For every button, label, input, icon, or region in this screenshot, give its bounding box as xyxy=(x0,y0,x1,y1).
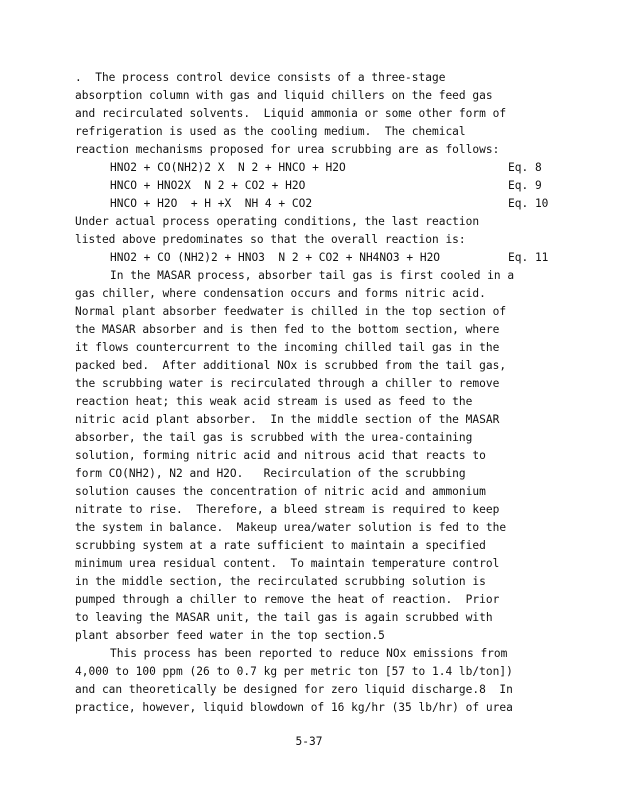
text-line: reaction mechanisms proposed for urea scrubbing are as follows: xyxy=(75,143,500,156)
text-line: the MASAR absorber and is then fed to the bottom section, where xyxy=(75,323,500,336)
text-line: Normal plant absorber feedwater is chilled in the top section of xyxy=(75,305,507,318)
text-line: practice, however, liquid blowdown of 16 kg/hr (35 lb/hr) of urea xyxy=(75,701,513,714)
text-line: nitric acid plant absorber. In the middle section of the MASAR xyxy=(75,413,500,426)
equation-11: HNO2 + CO (NH2)2 + HNO3 N 2 + CO2 + NH4NO3 + H2O xyxy=(110,251,441,264)
text-line: the scrubbing water is recirculated through a chiller to remove xyxy=(75,377,500,390)
text-line: and can theoretically be designed for zero liquid discharge.8 In xyxy=(75,683,513,696)
text-line: gas chiller, where condensation occurs and forms nitric acid. xyxy=(75,287,486,300)
paragraph-first-line: In the MASAR process, absorber tail gas is first cooled in a xyxy=(110,269,515,282)
text-line: the system in balance. Makeup urea/water solution is fed to the xyxy=(75,521,507,534)
text-line: solution, forming nitric acid and nitrous acid that reacts to xyxy=(75,449,486,462)
equation-10: HNCO + H2O + H +X NH 4 + CO2 xyxy=(110,197,313,210)
text-line: plant absorber feed water in the top section.5 xyxy=(75,629,385,642)
text-line: and recirculated solvents. Liquid ammonia or some other form of xyxy=(75,107,507,120)
text-line: in the middle section, the recirculated scrubbing solution is xyxy=(75,575,486,588)
text-line: solution causes the concentration of nitric acid and ammonium xyxy=(75,485,486,498)
paragraph-first-line: This process has been reported to reduce NOx emissions from xyxy=(110,647,508,660)
equation-number: Eq. 10 xyxy=(508,197,549,210)
text-line: pumped through a chiller to remove the heat of reaction. Prior xyxy=(75,593,500,606)
text-line: reaction heat; this weak acid stream is used as feed to the xyxy=(75,395,473,408)
text-line: it flows countercurrent to the incoming chilled tail gas in the xyxy=(75,341,500,354)
equation-number: Eq. 11 xyxy=(508,251,549,264)
text-line: refrigeration is used as the cooling medium. The chemical xyxy=(75,125,466,138)
equation-number: Eq. 9 xyxy=(508,179,542,192)
equation-8: HNO2 + CO(NH2)2 X N 2 + HNCO + H2O xyxy=(110,161,346,174)
text-line: listed above predominates so that the overall reaction is: xyxy=(75,233,466,246)
page-number: 5-37 xyxy=(295,735,323,748)
text-line: minimum urea residual content. To maintain temperature control xyxy=(75,557,500,570)
text-line: 4,000 to 100 ppm (26 to 0.7 kg per metric ton [57 to 1.4 lb/ton]) xyxy=(75,665,513,678)
text-line: form CO(NH2), N2 and H2O. Recirculation of the scrubbing xyxy=(75,467,466,480)
text-line: . The process control device consists of a three-stage xyxy=(75,71,446,84)
text-line: packed bed. After additional NOx is scrubbed from the tail gas, xyxy=(75,359,507,372)
text-line: absorber, the tail gas is scrubbed with the urea-containing xyxy=(75,431,473,444)
text-line: nitrate to rise. Therefore, a bleed stream is required to keep xyxy=(75,503,500,516)
text-line: Under actual process operating conditions, the last reaction xyxy=(75,215,480,228)
equation-9: HNCO + HNO2X N 2 + CO2 + H2O xyxy=(110,179,306,192)
text-line: scrubbing system at a rate sufficient to maintain a specified xyxy=(75,539,486,552)
text-line: to leaving the MASAR unit, the tail gas is again scrubbed with xyxy=(75,611,493,624)
equation-number: Eq. 8 xyxy=(508,161,542,174)
text-line: absorption column with gas and liquid chillers on the feed gas xyxy=(75,89,493,102)
